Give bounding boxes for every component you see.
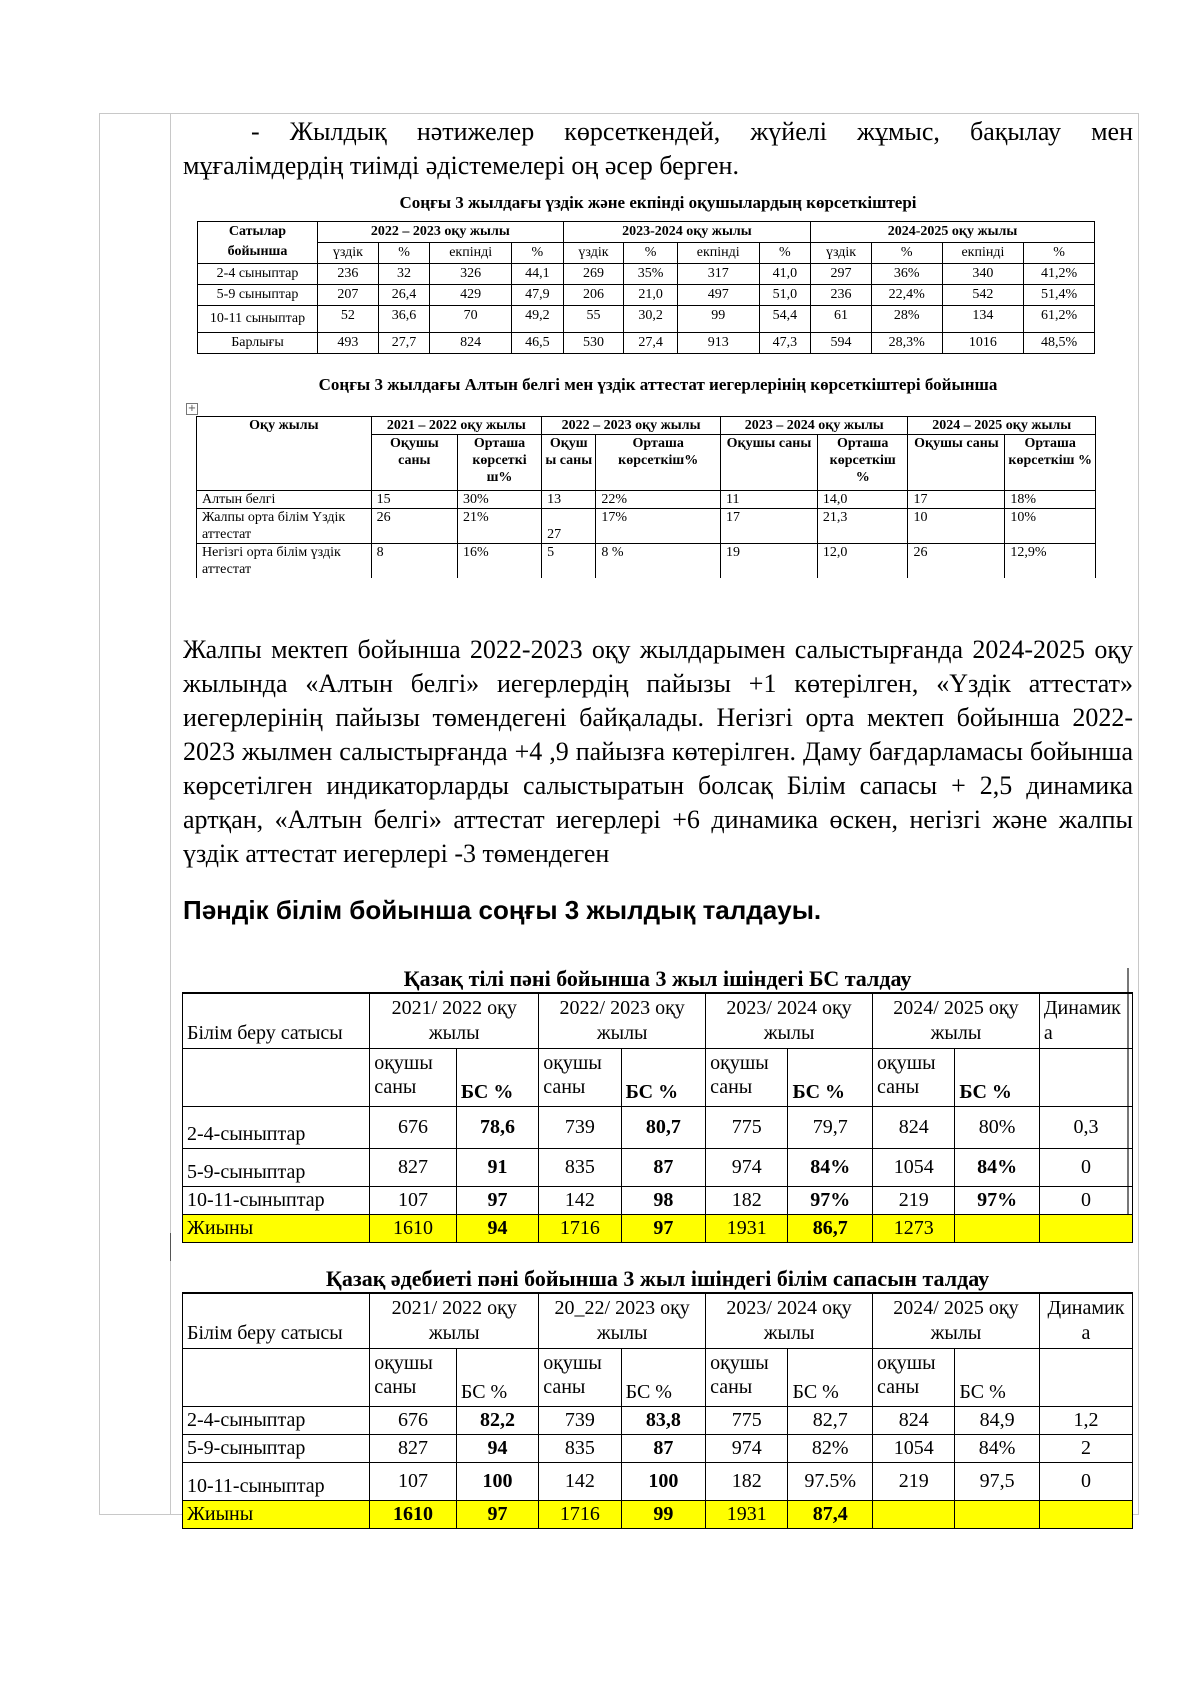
table3-cell: 1716 (539, 1215, 621, 1243)
table1-cell: 51,4% (1024, 285, 1095, 306)
table4-cell: 87,4 (788, 1501, 873, 1529)
table1-cell: 99 (677, 306, 759, 333)
table1-cell: 27,7 (378, 333, 430, 354)
table3-cell: 0,3 (1039, 1107, 1132, 1149)
table4-year-4: 2024/ 2025 оқу жылы (873, 1293, 1040, 1349)
table4-cell: 107 (370, 1463, 457, 1501)
table4-cell: 219 (873, 1463, 955, 1501)
table1-cell: 61 (811, 306, 872, 333)
table4-dynamics-header: Динамик а (1039, 1293, 1132, 1349)
table3-count-header: оқушы саны (706, 1049, 788, 1107)
table3-cell: 739 (539, 1107, 621, 1149)
table-row-total (183, 1501, 1133, 1529)
table2-count-header: Оқушы саны (371, 435, 457, 491)
table3-cell: 824 (873, 1107, 955, 1149)
table4-cell (873, 1501, 955, 1529)
table3-cell: 98 (621, 1187, 706, 1215)
table1-cell: 28% (871, 306, 942, 333)
table3-cell: 86,7 (788, 1215, 873, 1243)
table1-sub: үздік (811, 243, 872, 264)
table3-cell: 219 (873, 1187, 955, 1215)
table-row (183, 1435, 1133, 1463)
table3-cell: 84% (955, 1149, 1040, 1187)
table3-bs-header: БС % (621, 1049, 706, 1107)
table2-year-1: 2021 – 2022 оқу жылы (371, 417, 541, 435)
table2-cell: 19 (721, 544, 818, 579)
table3-cell: 78,6 (456, 1107, 538, 1149)
excellent-students-table (197, 221, 1095, 354)
table1-cell: 36% (871, 264, 942, 285)
table3-dynamics-header: Динамик а (1039, 993, 1132, 1049)
table2-cell: 11 (721, 491, 818, 509)
table-row (198, 333, 1095, 354)
table3-cell: 142 (539, 1187, 621, 1215)
table3-cell: 827 (370, 1149, 457, 1187)
table4-count-header: оқушы саны (706, 1349, 788, 1407)
table4-cell: 84% (955, 1435, 1040, 1463)
table2-cell: 22% (596, 491, 721, 509)
table1-cell: 30,2 (624, 306, 677, 333)
table2-avg-header: Орташа көрсеткі ш% (457, 435, 541, 491)
table3-cell: 1931 (706, 1215, 788, 1243)
table2-cell: 12,9% (1005, 544, 1096, 579)
table1-cell: 497 (677, 285, 759, 306)
table1-cell: 236 (811, 285, 872, 306)
table2-cell: 13 (542, 491, 596, 509)
table4-stage-header: Білім беру сатысы (183, 1293, 370, 1349)
table3-cell: 676 (370, 1107, 457, 1149)
table1-title: Соңғы 3 жылдағы үздік және екпінді оқушылардың көрсеткіштері (399, 193, 917, 212)
table1-year-3: 2024-2025 оқу жылы (811, 222, 1095, 243)
table4-cell: 2 (1039, 1435, 1132, 1463)
table4-cell: 82,2 (456, 1407, 538, 1435)
table4-bs-header: БС % (955, 1349, 1040, 1407)
gold-medal-table (196, 416, 1096, 578)
table3-year-1: 2021/ 2022 оқу жылы (370, 993, 539, 1049)
table3-cell: 0 (1039, 1149, 1132, 1187)
table4-bs-header: БС % (621, 1349, 706, 1407)
table4-bs-header: БС % (456, 1349, 538, 1407)
table1-cell: 340 (942, 264, 1024, 285)
table-row (197, 491, 1096, 509)
table4-row-label: 5-9-сыныптар (183, 1435, 370, 1463)
table4-count-header: оқушы саны (873, 1349, 955, 1407)
empty-cell (1039, 1049, 1132, 1107)
table3-cell: 80% (955, 1107, 1040, 1149)
table1-cell: 1016 (942, 333, 1024, 354)
table1-cell: 269 (563, 264, 624, 285)
table-row (198, 285, 1095, 306)
table1-year-2: 2023-2024 оқу жылы (563, 222, 811, 243)
table4-cell: 1931 (706, 1501, 788, 1529)
table3-cell: 97% (788, 1187, 873, 1215)
kazakh-language-table (182, 966, 1133, 1243)
table4-cell: 97.5% (788, 1463, 873, 1501)
table1-cell: 27,4 (624, 333, 677, 354)
table2-cell: 15 (371, 491, 457, 509)
table4-year-1: 2021/ 2022 оқу жылы (370, 1293, 539, 1349)
table1-title-wrap (183, 193, 1133, 213)
table-row (183, 1463, 1133, 1501)
table4-year-2: 20_22/ 2023 оқу жылы (539, 1293, 706, 1349)
table3-cell: 97% (955, 1187, 1040, 1215)
table1-sub: екпінді (677, 243, 759, 264)
table3-cell: 94 (456, 1215, 538, 1243)
table3-year-3: 2023/ 2024 оқу жылы (706, 993, 873, 1049)
table4-cell: 94 (456, 1435, 538, 1463)
table-row-total (183, 1215, 1133, 1243)
table3-cell: 1273 (873, 1215, 955, 1243)
table4-cell: 82% (788, 1435, 873, 1463)
table2-cell: 27 (542, 509, 596, 544)
table2-row-label: Жалпы орта білім Үздік аттестат (197, 509, 372, 544)
table1-cell: 317 (677, 264, 759, 285)
table-edge-divider (170, 1233, 171, 1261)
table1-cell: 35% (624, 264, 677, 285)
table4-row-label: 10-11-сыныптар (183, 1463, 370, 1501)
table1-cell: 47,3 (759, 333, 811, 354)
table3-cell: 182 (706, 1187, 788, 1215)
table-row (183, 1107, 1133, 1149)
table1-cell: 824 (430, 333, 512, 354)
table-move-handle-icon[interactable]: + (187, 403, 197, 414)
table3-title: Қазақ тілі пәні бойынша 3 жыл ішіндегі БС талдау (183, 966, 1133, 993)
table4-cell: 84,9 (955, 1407, 1040, 1435)
intro-paragraph: - Жылдық нәтижелер көрсеткендей, жүйелі жұмыс, бақылау мен мұғалімдердің тиімді әдістемелері оң әсер берген. (183, 117, 1133, 180)
table4-row-label: Жиыны (183, 1501, 370, 1529)
table4-cell: 1054 (873, 1435, 955, 1463)
table1-cell: 913 (677, 333, 759, 354)
table2-title: Соңғы 3 жылдағы Алтын белгі мен үздік аттестат иегерлерінің көрсеткіштері бойынша (318, 375, 998, 394)
table4-cell: 100 (621, 1463, 706, 1501)
table4-cell: 835 (539, 1435, 621, 1463)
table1-cell: 542 (942, 285, 1024, 306)
table2-cell: 17 (721, 509, 818, 544)
table4-cell: 1610 (370, 1501, 457, 1529)
table4-cell: 97,5 (955, 1463, 1040, 1501)
table4-count-header: оқушы саны (370, 1349, 457, 1407)
empty-cell (1039, 1349, 1132, 1407)
table2-cell: 8 (371, 544, 457, 579)
table2-year-4: 2024 – 2025 оқу жылы (908, 417, 1096, 435)
table2-cell: 26 (371, 509, 457, 544)
table1-sub: % (624, 243, 677, 264)
table1-cell: 55 (563, 306, 624, 333)
table2-count-header: Оқушы саны (908, 435, 1005, 491)
table4-cell: 1,2 (1039, 1407, 1132, 1435)
table1-cell: 51,0 (759, 285, 811, 306)
table1-cell: 134 (942, 306, 1024, 333)
table1-cell: 41,0 (759, 264, 811, 285)
table1-sub: % (512, 243, 564, 264)
table1-row-label: 5-9 сыныптар (198, 285, 318, 306)
table3-cell: 87 (621, 1149, 706, 1187)
table3-cell: 84% (788, 1149, 873, 1187)
table1-row-label: 10-11 сыныптар (198, 306, 318, 333)
table2-count-header: Оқуш ы саны (542, 435, 596, 491)
table3-cell: 97 (621, 1215, 706, 1243)
table2-row-label: Алтын белгі (197, 491, 372, 509)
table1-sub: үздік (318, 243, 379, 264)
table2-cell: 17 (908, 491, 1005, 509)
table1-cell: 21,0 (624, 285, 677, 306)
table3-count-header: оқушы саны (539, 1049, 621, 1107)
table1-cell: 48,5% (1024, 333, 1095, 354)
table1-row-label: Барлығы (198, 333, 318, 354)
table1-sub: % (1024, 243, 1095, 264)
table4-cell: 739 (539, 1407, 621, 1435)
table-row (198, 264, 1095, 285)
table2-avg-header: Орташа көрсеткіш % (817, 435, 908, 491)
table1-sub: үздік (563, 243, 624, 264)
table2-cell: 16% (457, 544, 541, 579)
table4-count-header: оқушы саны (539, 1349, 621, 1407)
table4-bs-header: БС % (788, 1349, 873, 1407)
table2-cell: 21% (457, 509, 541, 544)
table2-avg-header: Орташа көрсеткіш% (596, 435, 721, 491)
table3-row-label: 2-4-сыныптар (183, 1107, 370, 1149)
table2-cell: 17% (596, 509, 721, 544)
table4-cell (955, 1501, 1040, 1529)
table4-cell: 100 (456, 1463, 538, 1501)
table1-sub: екпінді (942, 243, 1024, 264)
table1-cell: 326 (430, 264, 512, 285)
table4-title: Қазақ әдебиеті пәні бойынша 3 жыл ішіндегі білім сапасын талдау (183, 1266, 1133, 1293)
section-title: Пәндік білім бойынша соңғы 3 жылдық талдауы. (183, 895, 822, 925)
table2-cell: 12,0 (817, 544, 908, 579)
table4-cell: 827 (370, 1435, 457, 1463)
table2-cell: 8 % (596, 544, 721, 579)
table1-cell: 26,4 (378, 285, 430, 306)
table4-cell: 824 (873, 1407, 955, 1435)
table1-year-1: 2022 – 2023 оқу жылы (318, 222, 564, 243)
table4-cell: 97 (456, 1501, 538, 1529)
table2-year-2: 2022 – 2023 оқу жылы (542, 417, 721, 435)
table2-cell: 30% (457, 491, 541, 509)
table-row (183, 1407, 1133, 1435)
table1-cell: 49,2 (512, 306, 564, 333)
table4-row-label: 2-4-сыныптар (183, 1407, 370, 1435)
kazakh-literature-table (182, 1266, 1133, 1529)
document-content (183, 113, 1133, 1525)
table2-year-3: 2023 – 2024 оқу жылы (721, 417, 908, 435)
table1-sub: % (871, 243, 942, 264)
table1-cell: 70 (430, 306, 512, 333)
table2-cell: 5 (542, 544, 596, 579)
table-row (183, 1149, 1133, 1187)
table1-sub: % (759, 243, 811, 264)
table3-cell: 97 (456, 1187, 538, 1215)
table1-cell: 493 (318, 333, 379, 354)
table3-count-header: оқушы саны (370, 1049, 457, 1107)
table-row (198, 306, 1095, 333)
table1-cell: 41,2% (1024, 264, 1095, 285)
table4-year-3: 2023/ 2024 оқу жылы (706, 1293, 873, 1349)
table2-row-header: Оқу жылы (197, 417, 372, 491)
table2-title-wrap (183, 375, 1133, 395)
table1-cell: 47,9 (512, 285, 564, 306)
table3-cell: 974 (706, 1149, 788, 1187)
table1-cell: 36,6 (378, 306, 430, 333)
table-row (197, 509, 1096, 544)
table-row (197, 544, 1096, 579)
table1-cell: 236 (318, 264, 379, 285)
table4-cell: 0 (1039, 1463, 1132, 1501)
table2-avg-header: Орташа көрсеткіш % (1005, 435, 1096, 491)
table4-cell: 676 (370, 1407, 457, 1435)
table2-cell: 26 (908, 544, 1005, 579)
frame-column-divider (170, 113, 171, 1515)
table1-cell: 54,4 (759, 306, 811, 333)
table4-cell: 775 (706, 1407, 788, 1435)
table1-cell: 46,5 (512, 333, 564, 354)
table3-cell: 79,7 (788, 1107, 873, 1149)
table1-row-header: Сатылар бойынша (198, 222, 318, 264)
table2-cell: 10% (1005, 509, 1096, 544)
table3-bs-header: БС % (788, 1049, 873, 1107)
table1-cell: 22,4% (871, 285, 942, 306)
table1-cell: 28,3% (871, 333, 942, 354)
table3-cell (1039, 1215, 1132, 1243)
table3-stage-header: Білім беру сатысы (183, 993, 370, 1049)
table-row (183, 1187, 1133, 1215)
analysis-paragraph: Жалпы мектеп бойынша 2022-2023 оқу жылдарымен салыстырғанда 2024-2025 оқу жылында «Алтын белгі» иегерлердің пайызы +1 көтерілген, «Үздік аттестат» иегерлерінің пайызы төмендегені байқалады. Негізгі орта мектеп бойынша 2022-2023 жылмен салыстырғанда +4 ,9 пайызға көтерілген. Даму бағдарламасы бойынша көрсетілген индикаторларды салыстыратын болсақ Білім сапасы + 2,5 динамика артқан, «Алтын белгі» аттестат иегерлері +6 динамика өскен, негізгі және жалпы үздік аттестат иегерлері -3 төмендеген (183, 635, 1133, 868)
table4-cell: 1716 (539, 1501, 621, 1529)
table3-cell: 775 (706, 1107, 788, 1149)
table2-count-header: Оқушы саны (721, 435, 818, 491)
table2-cell: 21,3 (817, 509, 908, 544)
table4-cell: 83,8 (621, 1407, 706, 1435)
table1-sub: % (378, 243, 430, 264)
table3-cell: 80,7 (621, 1107, 706, 1149)
table1-cell: 44,1 (512, 264, 564, 285)
table3-cell: 1610 (370, 1215, 457, 1243)
table3-year-4: 2024/ 2025 оқу жылы (873, 993, 1040, 1049)
table1-cell: 530 (563, 333, 624, 354)
table1-cell: 206 (563, 285, 624, 306)
table2-cell: 18% (1005, 491, 1096, 509)
empty-cell (183, 1349, 370, 1407)
table3-cell: 835 (539, 1149, 621, 1187)
table4-cell (1039, 1501, 1132, 1529)
table2-cell: 14,0 (817, 491, 908, 509)
table1-cell: 594 (811, 333, 872, 354)
table2-cell: 10 (908, 509, 1005, 544)
table1-cell: 297 (811, 264, 872, 285)
table3-cell: 0 (1039, 1187, 1132, 1215)
table1-cell: 429 (430, 285, 512, 306)
table3-bs-header: БС % (955, 1049, 1040, 1107)
table3-row-label: 10-11-сыныптар (183, 1187, 370, 1215)
table3-count-header: оқушы саны (873, 1049, 955, 1107)
table4-cell: 142 (539, 1463, 621, 1501)
table1-cell: 52 (318, 306, 379, 333)
table1-cell: 32 (378, 264, 430, 285)
table4-cell: 87 (621, 1435, 706, 1463)
table2-row-label: Негізгі орта білім үздік аттестат (197, 544, 372, 579)
table3-year-2: 2022/ 2023 оқу жылы (539, 993, 706, 1049)
table1-cell: 207 (318, 285, 379, 306)
table3-cell (955, 1215, 1040, 1243)
table3-cell: 107 (370, 1187, 457, 1215)
table4-cell: 974 (706, 1435, 788, 1463)
table3-cell: 1054 (873, 1149, 955, 1187)
table3-row-label: Жиыны (183, 1215, 370, 1243)
table3-bs-header: БС % (456, 1049, 538, 1107)
table3-cell: 91 (456, 1149, 538, 1187)
table4-cell: 182 (706, 1463, 788, 1501)
table1-sub: екпінді (430, 243, 512, 264)
table1-cell: 61,2% (1024, 306, 1095, 333)
table4-cell: 99 (621, 1501, 706, 1529)
empty-cell (183, 1049, 370, 1107)
table1-row-label: 2-4 сыныптар (198, 264, 318, 285)
table3-row-label: 5-9-сыныптар (183, 1149, 370, 1187)
table4-cell: 82,7 (788, 1407, 873, 1435)
